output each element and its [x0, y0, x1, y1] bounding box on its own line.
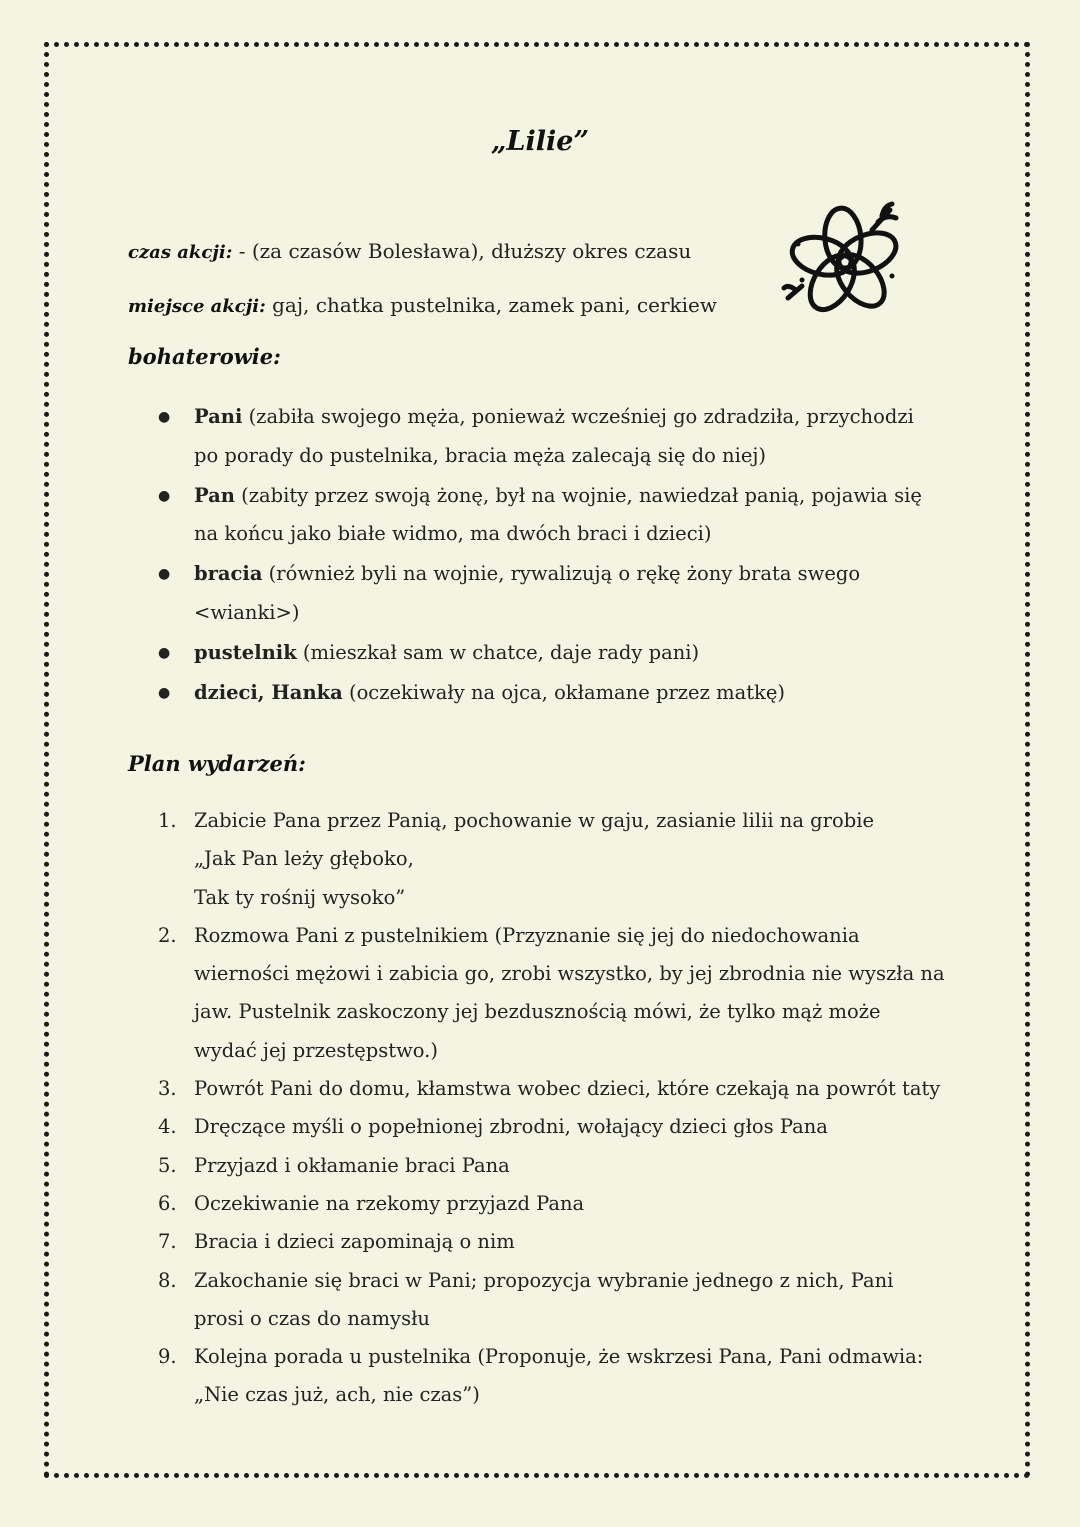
event-text: Kolejna porada u pustelnika (Proponuje, że wskrzesi Pana, Pani odmawia: „Nie czas już, ach, nie czas”) — [194, 1345, 924, 1407]
place-of-action — [128, 291, 717, 321]
flower-icon — [780, 200, 910, 325]
event-number: 6. — [158, 1191, 177, 1215]
list-item — [158, 1070, 948, 1108]
character-desc: (mieszkał sam w chatce, daje rady pani) — [296, 640, 700, 664]
event-text: Zakochanie się braci w Pani; propozycja wybranie jednego z nich, Pani prosi o czas do namysłu — [194, 1268, 894, 1330]
list-item — [158, 1108, 948, 1146]
list-item — [158, 477, 938, 554]
event-number: 2. — [158, 923, 177, 947]
event-number: 1. — [158, 809, 177, 832]
event-text: Rozmowa Pani z pustelnikiem (Przyznanie się jej do niedochowania wierności mężowi i zabicia go, zrobi wszystko, by jej zbrodnia nie wyszła na jaw. Pustelnik zaskoczony jej bezdusznością mówi, że tylko mąż może wydać jej przestępstwo.) — [194, 923, 945, 1062]
bullet-icon: ● — [158, 684, 171, 701]
character-name: Pani — [194, 405, 243, 428]
character-desc: (oczekiwały na ojca, okłamane przez matkę) — [342, 680, 785, 704]
time-of-action-label: czas akcji: — [128, 242, 233, 263]
event-number: 4. — [158, 1115, 177, 1139]
character-desc: (zabity przez swoją żonę, był na wojnie, nawiedzał panią, pojawia się na końcu jako białe widmo, ma dwóch braci i dzieci) — [194, 483, 922, 545]
place-of-action-label: miejsce akcji: — [128, 296, 266, 317]
character-desc: (zabiła swojego męża, ponieważ wcześniej go zdradziła, przychodzi po porady do pustelnika, bracia męża zalecają się do niej) — [194, 405, 914, 467]
list-item — [158, 1147, 948, 1185]
character-name: Pan — [194, 483, 235, 507]
event-text: Oczekiwanie na rzekomy przyjazd Pana — [194, 1191, 585, 1215]
list-item — [158, 674, 938, 713]
event-quote-line: Tak ty rośnij wysoko” — [194, 885, 406, 909]
list-item — [158, 802, 948, 917]
list-item — [158, 1338, 948, 1415]
bullet-icon: ● — [158, 487, 171, 504]
event-number: 9. — [158, 1345, 177, 1369]
list-item — [158, 917, 948, 1070]
character-name: bracia — [194, 562, 263, 585]
list-item — [158, 1262, 948, 1339]
character-name: dzieci, Hanka — [194, 680, 343, 704]
place-of-action-value: gaj, chatka pustelnika, zamek pani, cerkiew — [265, 293, 717, 317]
event-text: Dręczące myśli o popełnionej zbrodni, wołający dzieci głos Pana — [194, 1115, 828, 1139]
event-number: 5. — [158, 1153, 177, 1177]
characters-heading: bohaterowie: — [128, 344, 281, 369]
event-text: Bracia i dzieci zapominają o nim — [194, 1230, 515, 1254]
list-item — [158, 555, 938, 632]
time-of-action-value: - (za czasów Bolesława), dłuższy okres czasu — [232, 239, 692, 263]
bullet-icon: ● — [158, 644, 171, 661]
character-desc: (również byli na wojnie, rywalizują o rękę żony brata swego <wianki>) — [194, 562, 861, 624]
list-item — [158, 1223, 948, 1261]
event-quote-line: „Jak Pan leży głęboko, — [194, 847, 414, 871]
characters-list — [158, 398, 938, 714]
event-text: Zabicie Pana przez Panią, pochowanie w gaju, zasianie lilii na grobie — [194, 809, 874, 832]
time-of-action — [128, 237, 691, 267]
event-text: Powrót Pani do domu, kłamstwa wobec dzieci, które czekają na powrót taty — [194, 1077, 941, 1101]
list-item — [158, 634, 938, 673]
plan-heading: Plan wydarzeń: — [128, 751, 306, 776]
character-name: pustelnik — [194, 640, 297, 664]
bullet-icon: ● — [158, 566, 171, 582]
event-number: 3. — [158, 1077, 177, 1101]
list-item — [158, 398, 938, 475]
bullet-icon: ● — [158, 409, 171, 425]
list-item — [158, 1185, 948, 1223]
event-text: Przyjazd i okłamanie braci Pana — [194, 1153, 510, 1177]
event-number: 7. — [158, 1230, 177, 1254]
page-title: „Lilie” — [491, 126, 589, 157]
event-number: 8. — [158, 1268, 177, 1292]
events-list — [158, 802, 948, 1415]
